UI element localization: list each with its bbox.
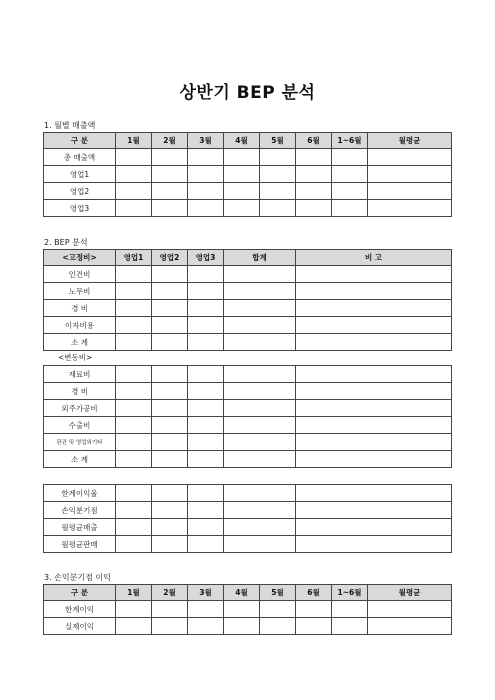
input-cell[interactable]	[116, 200, 152, 217]
input-cell[interactable]	[116, 434, 152, 451]
input-cell[interactable]	[296, 334, 452, 351]
input-cell[interactable]	[224, 300, 296, 317]
section-1-heading: 1. 월별 매출액	[44, 121, 96, 130]
header-cell: 5월	[260, 585, 296, 601]
input-cell[interactable]	[188, 317, 224, 334]
input-cell[interactable]	[116, 283, 152, 300]
input-cell[interactable]	[332, 166, 368, 183]
input-cell[interactable]	[224, 618, 260, 635]
input-cell[interactable]	[188, 149, 224, 166]
table-row	[44, 149, 452, 166]
variable-cost-table	[43, 365, 452, 468]
input-cell[interactable]	[296, 502, 452, 519]
table-row	[44, 485, 452, 502]
input-cell[interactable]	[152, 417, 188, 434]
input-cell[interactable]	[224, 519, 296, 536]
header-cell: 3월	[188, 133, 224, 149]
table-row	[44, 618, 452, 635]
header-cell: 1월	[116, 585, 152, 601]
input-cell[interactable]	[224, 200, 260, 217]
table-row	[44, 366, 452, 383]
input-cell[interactable]	[116, 519, 152, 536]
header-cell: 1월	[116, 133, 152, 149]
row-label: 영업3	[44, 200, 116, 217]
input-cell[interactable]	[224, 434, 296, 451]
row-label: 소 계	[44, 451, 116, 468]
header-cell: 2월	[152, 133, 188, 149]
input-cell[interactable]	[116, 502, 152, 519]
input-cell[interactable]	[368, 618, 452, 635]
input-cell[interactable]	[188, 300, 224, 317]
header-cell: 6월	[296, 585, 332, 601]
input-cell[interactable]	[224, 451, 296, 468]
input-cell[interactable]	[152, 149, 188, 166]
input-cell[interactable]	[296, 451, 452, 468]
table-row	[44, 183, 452, 200]
table-row	[44, 434, 452, 451]
header-cell: 5월	[260, 133, 296, 149]
input-cell[interactable]	[296, 149, 332, 166]
input-cell[interactable]	[152, 536, 188, 553]
row-label: 판관 및 영업외기타	[44, 434, 116, 451]
row-label: 경 비	[44, 300, 116, 317]
variable-cost-label: <변동비>	[58, 353, 93, 362]
input-cell[interactable]	[152, 601, 188, 618]
header-cell: 월평균	[368, 133, 452, 149]
row-label: 수출비	[44, 417, 116, 434]
header-cell: 1~6월	[332, 133, 368, 149]
input-cell[interactable]	[224, 366, 296, 383]
input-cell[interactable]	[224, 149, 260, 166]
input-cell[interactable]	[152, 334, 188, 351]
header-cell: 구 분	[44, 585, 116, 601]
input-cell[interactable]	[116, 266, 152, 283]
input-cell[interactable]	[188, 434, 224, 451]
input-cell[interactable]	[188, 383, 224, 400]
input-cell[interactable]	[368, 166, 452, 183]
input-cell[interactable]	[116, 451, 152, 468]
input-cell[interactable]	[152, 383, 188, 400]
input-cell[interactable]	[260, 618, 296, 635]
input-cell[interactable]	[368, 200, 452, 217]
header-cell: 비 고	[296, 250, 452, 266]
input-cell[interactable]	[116, 166, 152, 183]
table-row	[44, 519, 452, 536]
header-cell: 영업3	[188, 250, 224, 266]
input-cell[interactable]	[332, 601, 368, 618]
input-cell[interactable]	[260, 200, 296, 217]
input-cell[interactable]	[188, 200, 224, 217]
header-cell: 6월	[296, 133, 332, 149]
row-label: 영업2	[44, 183, 116, 200]
input-cell[interactable]	[188, 502, 224, 519]
table-header-row	[44, 585, 452, 601]
input-cell[interactable]	[188, 451, 224, 468]
input-cell[interactable]	[368, 183, 452, 200]
table-row	[44, 300, 452, 317]
input-cell[interactable]	[152, 618, 188, 635]
row-label: 월평균판매	[44, 536, 116, 553]
input-cell[interactable]	[116, 183, 152, 200]
input-cell[interactable]	[188, 266, 224, 283]
input-cell[interactable]	[152, 166, 188, 183]
input-cell[interactable]	[296, 283, 452, 300]
input-cell[interactable]	[260, 149, 296, 166]
input-cell[interactable]	[332, 149, 368, 166]
input-cell[interactable]	[296, 618, 332, 635]
input-cell[interactable]	[116, 400, 152, 417]
input-cell[interactable]	[224, 502, 296, 519]
input-cell[interactable]	[152, 519, 188, 536]
header-cell: 1~6월	[332, 585, 368, 601]
input-cell[interactable]	[188, 618, 224, 635]
input-cell[interactable]	[152, 266, 188, 283]
row-label: 월평균매출	[44, 519, 116, 536]
input-cell[interactable]	[152, 400, 188, 417]
input-cell[interactable]	[296, 366, 452, 383]
input-cell[interactable]	[296, 183, 332, 200]
input-cell[interactable]	[260, 183, 296, 200]
input-cell[interactable]	[152, 200, 188, 217]
input-cell[interactable]	[296, 266, 452, 283]
input-cell[interactable]	[224, 485, 296, 502]
input-cell[interactable]	[224, 166, 260, 183]
table-row	[44, 317, 452, 334]
input-cell[interactable]	[224, 383, 296, 400]
table-row	[44, 166, 452, 183]
input-cell[interactable]	[152, 300, 188, 317]
input-cell[interactable]	[224, 317, 296, 334]
input-cell[interactable]	[188, 417, 224, 434]
input-cell[interactable]	[152, 434, 188, 451]
row-label: 실제이익	[44, 618, 116, 635]
input-cell[interactable]	[260, 601, 296, 618]
input-cell[interactable]	[296, 601, 332, 618]
input-cell[interactable]	[116, 417, 152, 434]
input-cell[interactable]	[296, 536, 452, 553]
input-cell[interactable]	[296, 485, 452, 502]
input-cell[interactable]	[224, 334, 296, 351]
header-cell: 영업1	[116, 250, 152, 266]
input-cell[interactable]	[188, 166, 224, 183]
input-cell[interactable]	[116, 300, 152, 317]
input-cell[interactable]	[332, 183, 368, 200]
header-cell: 2월	[152, 585, 188, 601]
input-cell[interactable]	[152, 183, 188, 200]
bep-profit-table	[43, 584, 452, 635]
input-cell[interactable]	[152, 485, 188, 502]
table-header-row	[44, 133, 452, 149]
input-cell[interactable]	[116, 149, 152, 166]
row-label: 인건비	[44, 266, 116, 283]
header-cell: 월평균	[368, 585, 452, 601]
row-label: 이자비용	[44, 317, 116, 334]
input-cell[interactable]	[296, 417, 452, 434]
input-cell[interactable]	[152, 317, 188, 334]
input-cell[interactable]	[296, 400, 452, 417]
input-cell[interactable]	[116, 601, 152, 618]
header-cell: <고정비>	[44, 250, 116, 266]
table-row	[44, 383, 452, 400]
header-cell: 4월	[224, 133, 260, 149]
row-label: 영업1	[44, 166, 116, 183]
header-cell: 합계	[224, 250, 296, 266]
table-row	[44, 502, 452, 519]
input-cell[interactable]	[188, 601, 224, 618]
input-cell[interactable]	[296, 383, 452, 400]
input-cell[interactable]	[224, 400, 296, 417]
input-cell[interactable]	[224, 283, 296, 300]
row-label: 외주가공비	[44, 400, 116, 417]
input-cell[interactable]	[188, 400, 224, 417]
input-cell[interactable]	[152, 502, 188, 519]
header-cell: 영업2	[152, 250, 188, 266]
input-cell[interactable]	[188, 283, 224, 300]
input-cell[interactable]	[116, 485, 152, 502]
header-cell: 3월	[188, 585, 224, 601]
input-cell[interactable]	[152, 283, 188, 300]
input-cell[interactable]	[188, 519, 224, 536]
row-label: 경 비	[44, 383, 116, 400]
row-label: 총 매출액	[44, 149, 116, 166]
input-cell[interactable]	[116, 317, 152, 334]
input-cell[interactable]	[296, 300, 452, 317]
input-cell[interactable]	[152, 366, 188, 383]
input-cell[interactable]	[296, 434, 452, 451]
row-label: 노무비	[44, 283, 116, 300]
table-row	[44, 451, 452, 468]
input-cell[interactable]	[296, 200, 332, 217]
table-row	[44, 400, 452, 417]
input-cell[interactable]	[224, 601, 260, 618]
header-cell: 구 분	[44, 133, 116, 149]
input-cell[interactable]	[188, 536, 224, 553]
table-row	[44, 417, 452, 434]
header-cell: 4월	[224, 585, 260, 601]
input-cell[interactable]	[116, 536, 152, 553]
table-row	[44, 536, 452, 553]
input-cell[interactable]	[116, 618, 152, 635]
input-cell[interactable]	[296, 317, 452, 334]
row-label: 한계이익율	[44, 485, 116, 502]
section-3-heading: 3. 손익분기점 이익	[44, 573, 111, 582]
input-cell[interactable]	[152, 451, 188, 468]
table-header-row	[44, 250, 452, 266]
row-label: 한계이익	[44, 601, 116, 618]
monthly-sales-table	[43, 132, 452, 217]
section-2-heading: 2. BEP 분석	[44, 238, 88, 247]
table-row	[44, 200, 452, 217]
input-cell[interactable]	[296, 166, 332, 183]
input-cell[interactable]	[224, 266, 296, 283]
input-cell[interactable]	[188, 334, 224, 351]
input-cell[interactable]	[260, 166, 296, 183]
input-cell[interactable]	[116, 334, 152, 351]
row-label: 소 계	[44, 334, 116, 351]
input-cell[interactable]	[188, 183, 224, 200]
table-row	[44, 601, 452, 618]
input-cell[interactable]	[188, 366, 224, 383]
table-row	[44, 266, 452, 283]
page-title: 상반기 BEP 분석	[179, 83, 316, 103]
input-cell[interactable]	[332, 618, 368, 635]
row-label: 손익분기점	[44, 502, 116, 519]
input-cell[interactable]	[296, 519, 452, 536]
input-cell[interactable]	[116, 366, 152, 383]
input-cell[interactable]	[332, 200, 368, 217]
table-row	[44, 334, 452, 351]
input-cell[interactable]	[368, 601, 452, 618]
input-cell[interactable]	[224, 536, 296, 553]
input-cell[interactable]	[116, 383, 152, 400]
input-cell[interactable]	[188, 485, 224, 502]
input-cell[interactable]	[224, 417, 296, 434]
bep-result-table	[43, 484, 452, 553]
fixed-cost-table	[43, 249, 452, 351]
input-cell[interactable]	[224, 183, 260, 200]
input-cell[interactable]	[368, 149, 452, 166]
table-row	[44, 283, 452, 300]
row-label: 재료비	[44, 366, 116, 383]
